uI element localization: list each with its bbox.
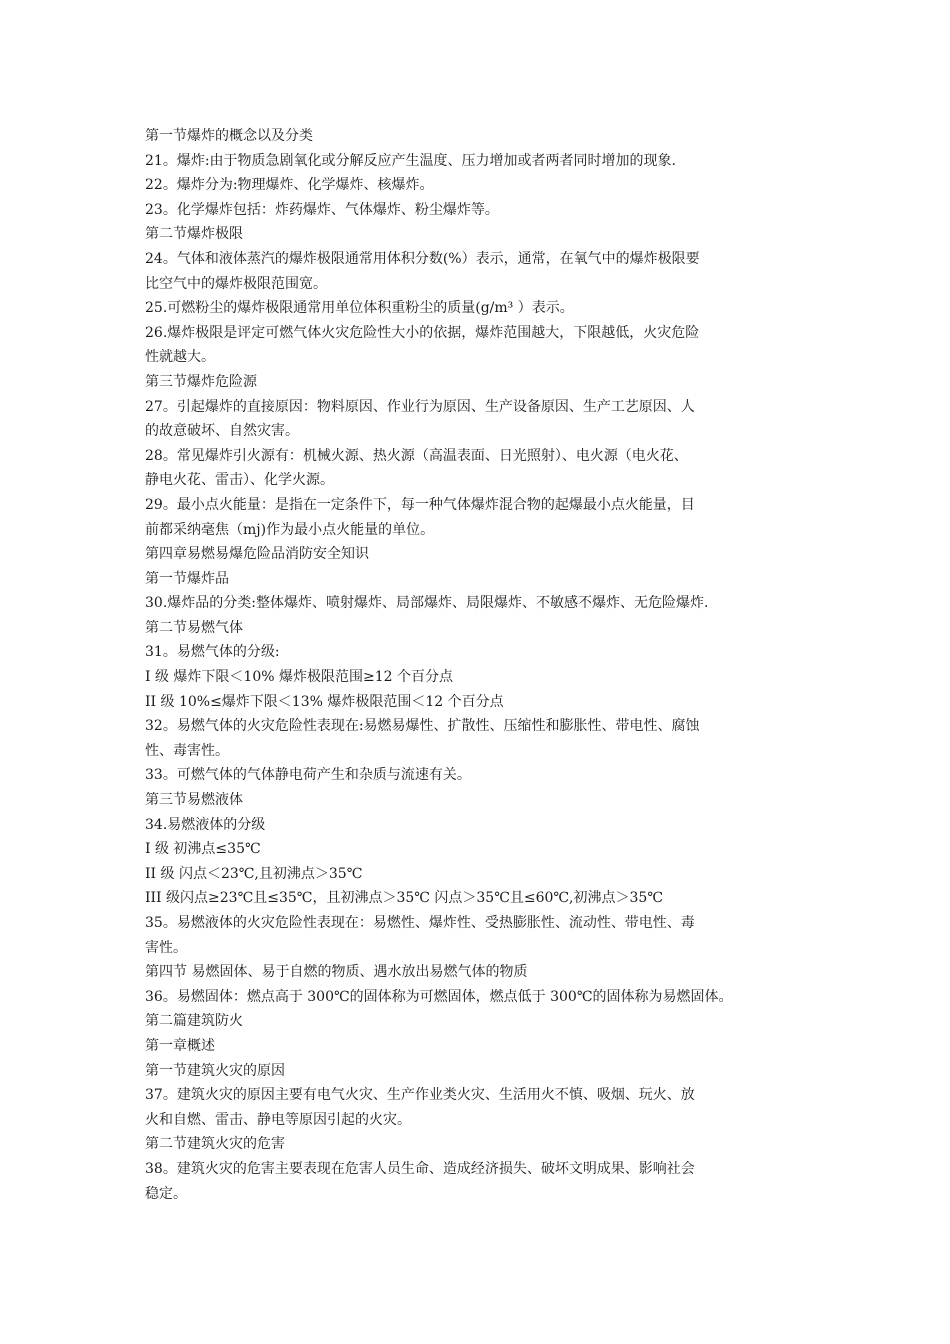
section-heading: 第三节易燃液体 [145, 792, 243, 809]
paragraph-line: 的故意破坏、自然灾害。 [145, 423, 299, 440]
classification-line: I 级 爆炸下限＜10% 爆炸极限范围≥12 个百分点 [145, 669, 453, 686]
section-heading: 第二节爆炸极限 [145, 226, 243, 243]
paragraph-line: 比空气中的爆炸极限范围宽。 [145, 275, 327, 292]
paragraph-line: 26.爆炸极限是评定可燃气体火灾危险性大小的依据，爆炸范围越大，下限越低，火灾危险 [145, 324, 700, 341]
section-heading: 第一节建筑火灾的原因 [145, 1062, 285, 1079]
paragraph-line: 21。爆炸:由于物质急剧氧化或分解反应产生温度、压力增加或者两者同时增加的现象. [145, 152, 676, 169]
paragraph-line: 36。易燃固体：燃点高于 300℃的固体称为可燃固体，燃点低于 300℃的固体称为易燃固体。 [145, 988, 733, 1005]
paragraph-line: 38。建筑火灾的危害主要表现在危害人员生命、造成经济损失、破坏文明成果、影响社会 [145, 1160, 695, 1177]
paragraph-line: 30.爆炸品的分类:整体爆炸、喷射爆炸、局部爆炸、局限爆炸、不敏感不爆炸、无危险爆炸. [145, 595, 709, 612]
paragraph-line: 25.可燃粉尘的爆炸极限通常用单位体积重粉尘的质量(g/m³ ）表示。 [145, 300, 574, 317]
classification-line: II 级 闪点＜23℃,且初沸点＞35℃ [145, 865, 363, 882]
chapter-heading: 第一章概述 [145, 1037, 215, 1054]
paragraph-line: 24。气体和液体蒸汽的爆炸极限通常用体积分数(%）表示，通常，在氧气中的爆炸极限要 [145, 250, 700, 267]
section-heading: 第二节建筑火灾的危害 [145, 1136, 285, 1153]
paragraph-line: 性、毒害性。 [145, 742, 229, 759]
paragraph-line: 34.易燃液体的分级 [145, 816, 266, 833]
section-heading: 第二节易燃气体 [145, 619, 243, 636]
paragraph-line: 27。引起爆炸的直接原因：物料原因、作业行为原因、生产设备原因、生产工艺原因、人 [145, 398, 695, 415]
paragraph-line: 29。最小点火能量：是指在一定条件下，每一种气体爆炸混合物的起爆最小点火能量，目 [145, 496, 695, 513]
paragraph-line: 32。易燃气体的火灾危险性表现在:易燃易爆性、扩散性、压缩性和膨胀性、带电性、腐蚀 [145, 718, 700, 735]
paragraph-line: 前都采纳毫焦（mj)作为最小点火能量的单位。 [145, 521, 435, 538]
paragraph-line: 静电火花、雷击）、化学火源。 [145, 472, 334, 489]
document-body [145, 124, 815, 1206]
paragraph-line: 性就越大。 [145, 349, 215, 366]
section-heading: 第三节爆炸危险源 [145, 373, 257, 390]
classification-line: I 级 初沸点≤35℃ [145, 841, 261, 858]
classification-line: III 级闪点≥23℃且≤35℃，且初沸点＞35℃ 闪点＞35℃且≤60℃,初沸点＞35℃ [145, 890, 663, 907]
paragraph-line: 37。建筑火灾的原因主要有电气火灾、生产作业类火灾、生活用火不慎、吸烟、玩火、放 [145, 1087, 695, 1104]
section-heading: 第一节爆炸的概念以及分类 [145, 128, 313, 144]
section-heading: 第四节 易燃固体、易于自燃的物质、遇水放出易燃气体的物质 [145, 964, 528, 981]
paragraph-line: 31。易燃气体的分级: [145, 644, 280, 661]
paragraph-line: 稳定。 [145, 1185, 187, 1202]
section-heading: 第一节爆炸品 [145, 570, 229, 587]
paragraph-line: 33。可燃气体的气体静电荷产生和杂质与流速有关。 [145, 767, 471, 784]
paragraph-line: 22。爆炸分为:物理爆炸、化学爆炸、核爆炸。 [145, 177, 434, 194]
chapter-heading: 第四章易燃易爆危险品消防安全知识 [145, 546, 369, 563]
classification-line: II 级 10%≤爆炸下限＜13% 爆炸极限范围＜12 个百分点 [145, 693, 504, 710]
paragraph-line: 23。化学爆炸包括：炸药爆炸、气体爆炸、粉尘爆炸等。 [145, 201, 499, 218]
paragraph-line: 害性。 [145, 939, 187, 956]
part-heading: 第二篇建筑防火 [145, 1013, 243, 1030]
paragraph-line: 火和自燃、雷击、静电等原因引起的火灾。 [145, 1111, 411, 1128]
paragraph-line: 35。易燃液体的火灾危险性表现在：易燃性、爆炸性、受热膨胀性、流动性、带电性、毒 [145, 915, 695, 931]
paragraph-line: 28。常见爆炸引火源有：机械火源、热火源（高温表面、日光照射）、电火源（电火花、 [145, 447, 688, 464]
